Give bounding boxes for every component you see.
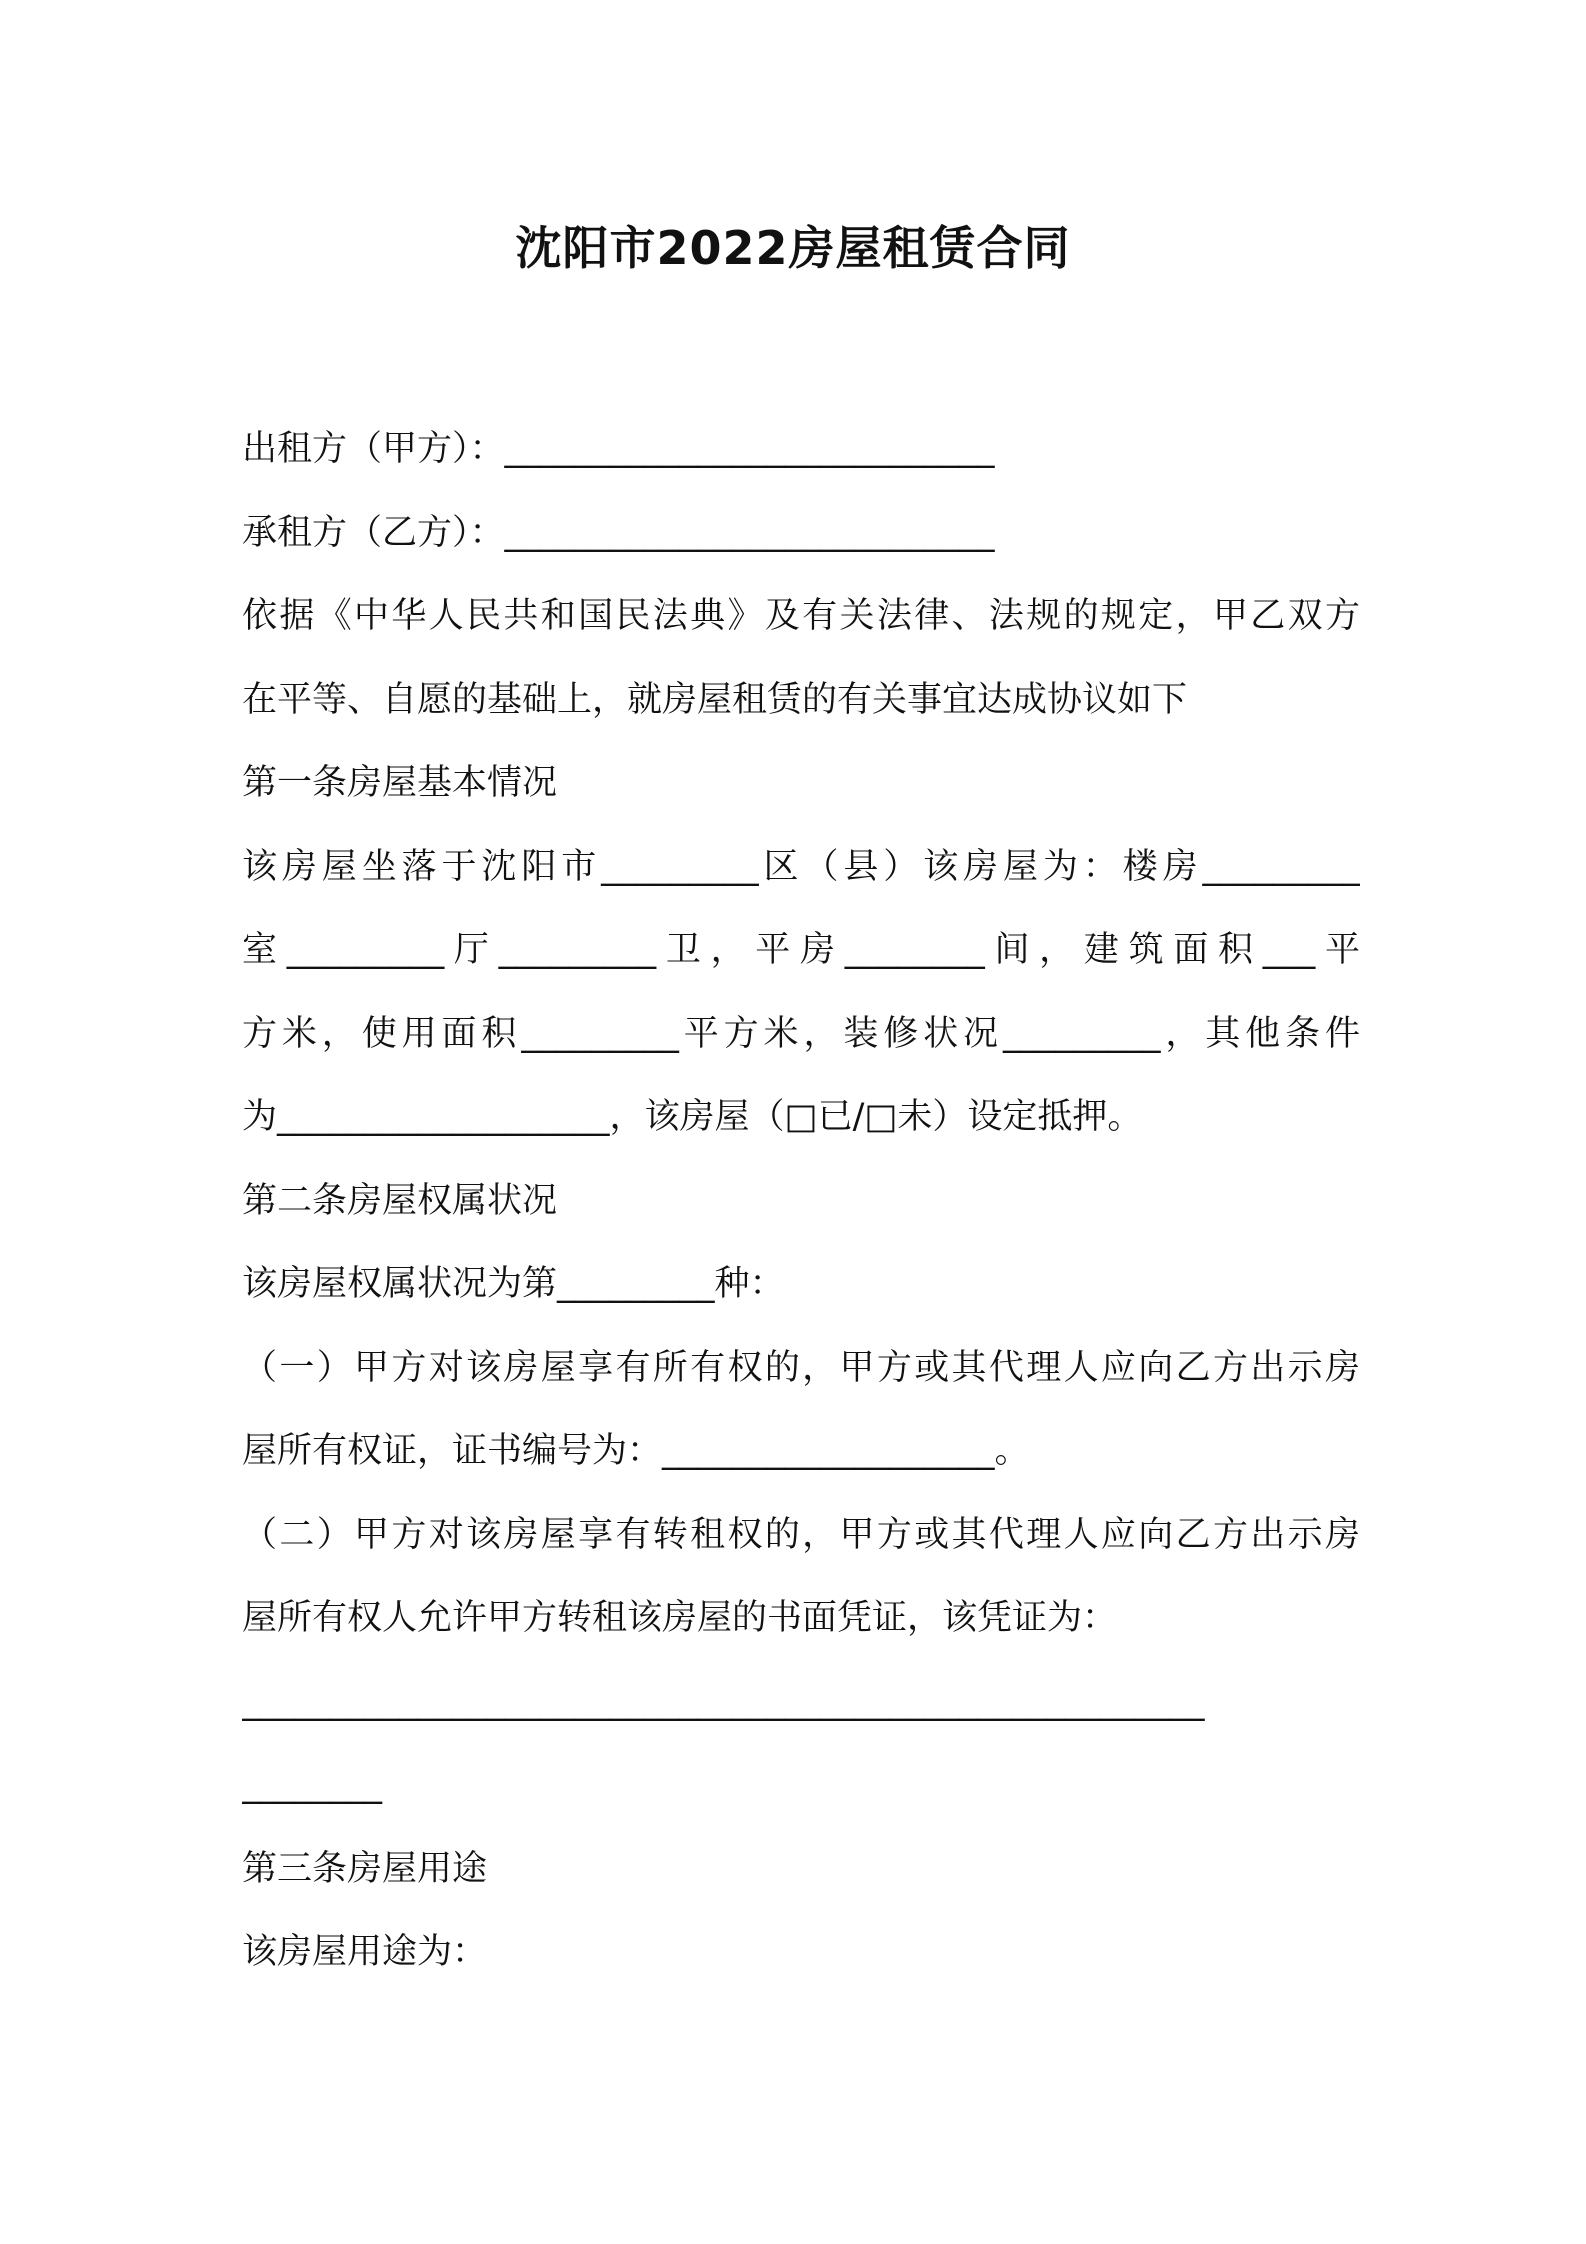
article-1-line-2: 室_________厅_________卫，平房________间，建筑面积___平 <box>242 930 1360 970</box>
article-2-item-1-line-2: 屋所有权证，证书编号为：___________________。 <box>242 1431 1030 1471</box>
lessee-line: 承租方（乙方）：____________________________ <box>242 512 995 553</box>
article-1-line-4: 为___________________，该房屋（□已/□未）设定抵押。 <box>242 1097 1143 1137</box>
lessor-line: 出租方（甲方）：____________________________ <box>242 429 995 469</box>
article-2-item-2-line-2: 屋所有权人允许甲方转租该房屋的书面凭证，该凭证为： <box>242 1598 1118 1638</box>
article-1-line-3: 方米，使用面积_________平方米，装修状况_________，其他条件 <box>242 1013 1360 1054</box>
article-1-heading: 第一条房屋基本情况 <box>242 763 558 803</box>
article-2-item-1-line-1: （一）甲方对该房屋享有所有权的，甲方或其代理人应向乙方出示房 <box>242 1347 1360 1388</box>
article-2-heading: 第二条房屋权属状况 <box>242 1180 558 1221</box>
document-body <box>242 408 1360 1995</box>
document-title: 沈阳市2022房屋租赁合同 <box>515 221 1071 275</box>
article-1-line-1: 该房屋坐落于沈阳市_________区（县）该房屋为：楼房_________ <box>242 846 1360 887</box>
article-2-item-2-line-1: （二）甲方对该房屋享有转租权的，甲方或其代理人应向乙方出示房 <box>242 1514 1360 1555</box>
certificate-blank-line-1: _______________________________________________________ <box>242 1681 1205 1722</box>
article-3-line-1: 该房屋用途为： <box>242 1932 488 1972</box>
article-3-heading: 第三条房屋用途 <box>242 1848 488 1889</box>
preamble-line-2: 在平等、自愿的基础上，就房屋租赁的有关事宜达成协议如下 <box>242 679 1188 720</box>
preamble-line-1: 依据《中华人民共和国民法典》及有关法律、法规的规定，甲乙双方 <box>242 596 1360 636</box>
article-2-line-1: 该房屋权属状况为第_________种： <box>242 1264 785 1304</box>
certificate-blank-line-2: ________ <box>242 1765 382 1805</box>
